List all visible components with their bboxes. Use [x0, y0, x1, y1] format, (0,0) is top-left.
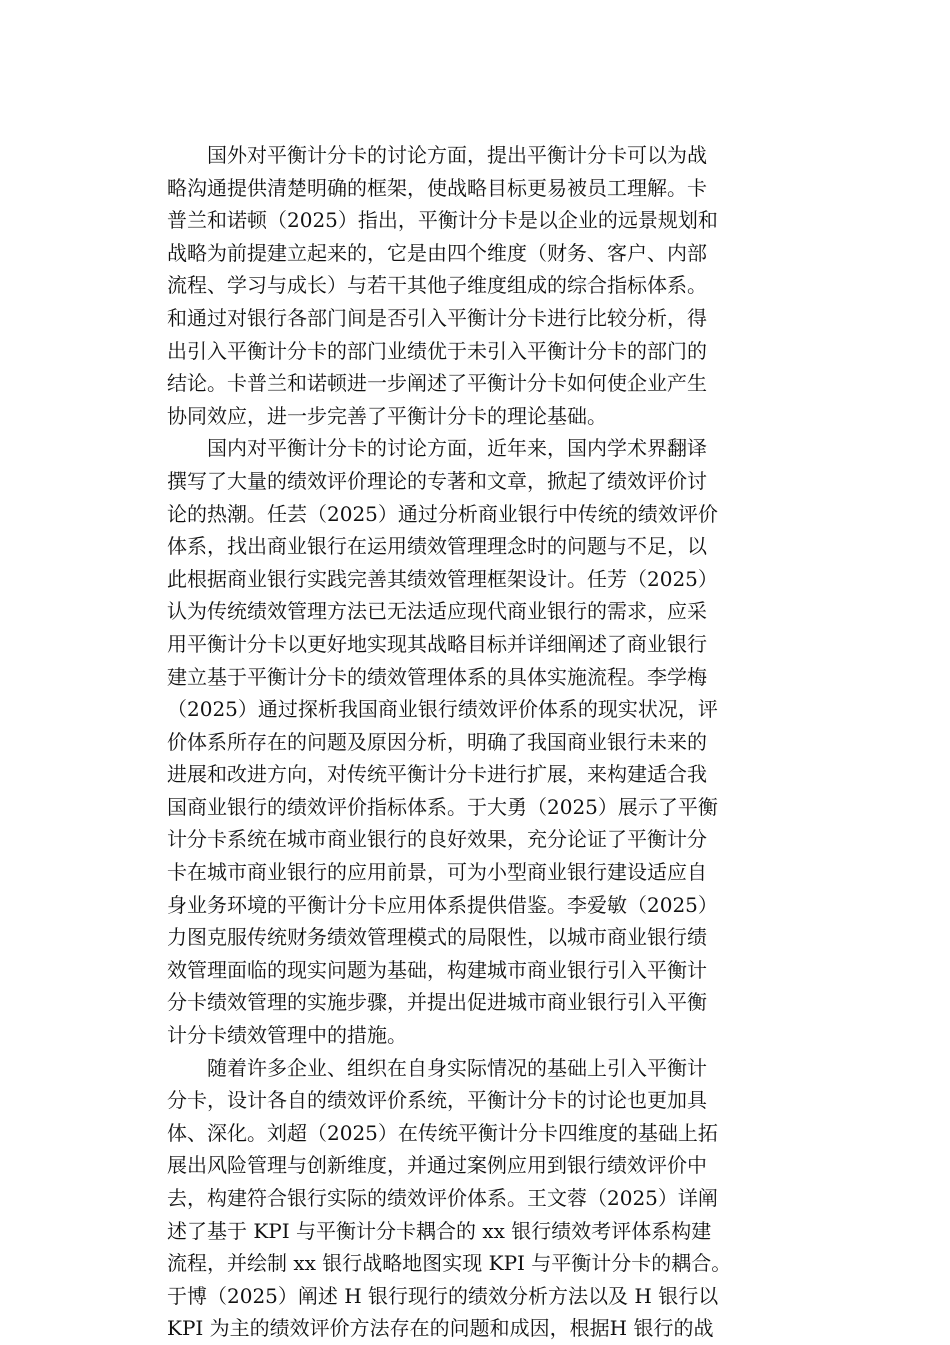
text-line: 分卡，设计各自的绩效评价系统，平衡计分卡的讨论也更加具 [167, 1088, 707, 1113]
text-line: 于博（2025）阐述 H 银行现行的绩效分析方法以及 H 银行以 [167, 1283, 719, 1308]
text-line: 力图克服传统财务绩效管理模式的局限性，以城市商业银行绩 [167, 925, 707, 950]
text-line: 认为传统绩效管理方法已无法适应现代商业银行的需求，应采 [167, 599, 707, 624]
body-text [167, 139, 791, 1345]
text-line: （2025）通过探析我国商业银行绩效评价体系的现实状况，评 [167, 697, 718, 722]
text-line: 流程、学习与成长）与若干其他子维度组成的综合指标体系。 [167, 273, 707, 298]
paragraph-1 [167, 139, 791, 432]
text-line: 协同效应，进一步完善了平衡计分卡的理论基础。 [167, 403, 607, 428]
text-line: 论的热潮。任芸（2025）通过分析商业银行中传统的绩效评价 [167, 501, 718, 526]
text-line: 略沟通提供清楚明确的框架，使战略目标更易被员工理解。卡 [167, 175, 707, 200]
text-line: 效管理面临的现实问题为基础，构建城市商业银行引入平衡计 [167, 957, 707, 982]
text-line: 分卡绩效管理的实施步骤，并提出促进城市商业银行引入平衡 [167, 990, 707, 1015]
text-line: 结论。卡普兰和诺顿进一步阐述了平衡计分卡如何使企业产生 [167, 371, 707, 396]
text-line: 价体系所存在的问题及原因分析，明确了我国商业银行未来的 [167, 729, 707, 754]
text-line: 随着许多企业、组织在自身实际情况的基础上引入平衡计 [167, 1055, 707, 1080]
text-line: 体、深化。刘超（2025）在传统平衡计分卡四维度的基础上拓 [167, 1120, 718, 1145]
text-line: 用平衡计分卡以更好地实现其战略目标并详细阐述了商业银行 [167, 631, 707, 656]
text-line: 进展和改进方向，对传统平衡计分卡进行扩展，来构建适合我 [167, 762, 707, 787]
text-line: 国外对平衡计分卡的讨论方面，提出平衡计分卡可以为战 [167, 143, 707, 167]
text-line: 国商业银行的绩效评价指标体系。于大勇（2025）展示了平衡 [167, 794, 718, 819]
text-line: 身业务环境的平衡计分卡应用体系提供借鉴。李爱敏（2025） [167, 892, 718, 917]
text-line: 战略为前提建立起来的，它是由四个维度（财务、客户、内部 [167, 240, 707, 265]
text-line: 卡在城市商业银行的应用前景，可为小型商业银行建设适应自 [167, 860, 707, 885]
text-line: 述了基于 KPI 与平衡计分卡耦合的 xx 银行绩效考评体系构建 [167, 1218, 712, 1243]
text-line: 建立基于平衡计分卡的绩效管理体系的具体实施流程。李学梅 [167, 664, 707, 689]
text-line: KPI 为主的绩效评价方法存在的问题和成因，根据H 银行的战 [167, 1316, 714, 1341]
text-line: 展出风险管理与创新维度，并通过案例应用到银行绩效评价中 [167, 1153, 707, 1178]
text-line: 计分卡绩效管理中的措施。 [167, 1023, 407, 1048]
paragraph-3 [167, 1052, 791, 1345]
text-line: 出引入平衡计分卡的部门业绩优于未引入平衡计分卡的部门的 [167, 338, 707, 363]
text-line: 去，构建符合银行实际的绩效评价体系。王文蓉（2025）详阐 [167, 1186, 718, 1210]
text-line: 普兰和诺顿（2025）指出，平衡计分卡是以企业的远景规划和 [167, 208, 718, 233]
text-line: 撰写了大量的绩效评价理论的专著和文章，掀起了绩效评价讨 [167, 468, 707, 493]
text-line: 此根据商业银行实践完善其绩效管理框架设计。任芳（2025） [167, 566, 718, 591]
paragraph-2 [167, 432, 791, 1051]
text-line: 计分卡系统在城市商业银行的良好效果，充分论证了平衡计分 [167, 827, 707, 852]
text-line: 和通过对银行各部门间是否引入平衡计分卡进行比较分析，得 [167, 305, 707, 330]
text-line: 体系，找出商业银行在运用绩效管理理念时的问题与不足，以 [167, 534, 707, 559]
text-line: 流程，并绘制 xx 银行战略地图实现 KPI 与平衡计分卡的耦合。 [167, 1251, 732, 1276]
text-line: 国内对平衡计分卡的讨论方面，近年来，国内学术界翻译 [167, 436, 707, 461]
